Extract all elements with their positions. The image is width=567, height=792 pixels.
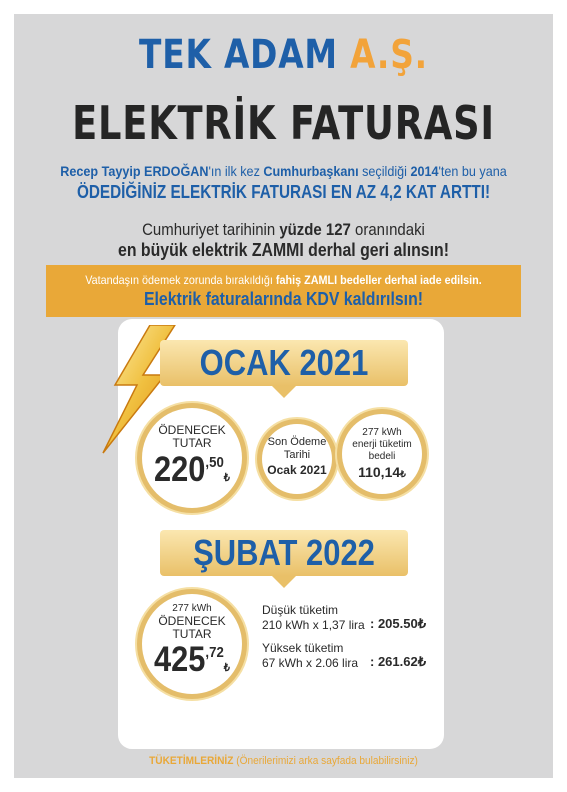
title-line-1 bbox=[51, 32, 516, 78]
title-tek-adam: TEK ADAM bbox=[139, 32, 338, 78]
ocak-amount-circle bbox=[142, 408, 242, 508]
band-t1: Vatandaşın ödemek zorunda bırakıldığı bbox=[85, 273, 273, 287]
subat-ribbon bbox=[160, 530, 408, 576]
ocak-cons-value bbox=[342, 464, 422, 480]
intro-c1: Cumhuriyet tarihinin bbox=[142, 220, 276, 239]
subat-pay-label-2: TUTAR bbox=[172, 627, 212, 641]
ocak-due-l1: Son Ödeme bbox=[267, 436, 327, 448]
subat-heading: ŞUBAT 2022 bbox=[193, 532, 375, 573]
ocak-cons-l3: bedeli bbox=[368, 451, 396, 462]
intro-office: Cumhurbaşkanı bbox=[263, 163, 359, 179]
band-line-1 bbox=[70, 273, 498, 287]
subat-kwh: 277 kWh bbox=[172, 603, 212, 614]
ocak-amount bbox=[148, 450, 236, 490]
high-value bbox=[370, 655, 426, 669]
low-calc: 210 kWh x 1,37 lira bbox=[262, 618, 365, 632]
footer-bold: TÜKETİMLERİNİZ bbox=[149, 755, 234, 767]
intro-c2: oranındaki bbox=[355, 220, 425, 239]
subat-pay-label-1: ÖDENECEK bbox=[158, 614, 226, 628]
footer-note bbox=[23, 755, 545, 767]
subat-amount-int: 425 bbox=[154, 640, 206, 679]
low-value bbox=[370, 617, 426, 631]
subat-amount-circle bbox=[142, 594, 242, 694]
high-title: Yüksek tüketim bbox=[262, 641, 344, 655]
subat-currency: ₺ bbox=[223, 662, 230, 674]
ocak-amount-int: 220 bbox=[154, 450, 206, 489]
ocak-due-circle bbox=[262, 424, 332, 494]
ocak-due-value: Ocak 2021 bbox=[267, 463, 327, 477]
ocak-cons-l1: 277 kWh bbox=[362, 427, 402, 438]
footer-rest: (Önerilerimizi arka sayfada bulabilirsiniz) bbox=[236, 755, 418, 767]
intro-year: 2014 bbox=[410, 163, 439, 179]
ocak-heading: OCAK 2021 bbox=[199, 342, 369, 383]
ocak-cons-currency: ₺ bbox=[400, 469, 406, 479]
subat-amount bbox=[148, 640, 236, 680]
intro-c-bold: yüzde 127 bbox=[279, 220, 351, 239]
intro-t1: 'ın ilk kez bbox=[208, 163, 260, 179]
title-as: A.Ş. bbox=[350, 32, 428, 78]
intro-t2: seçildiği bbox=[362, 163, 407, 179]
intro-cumhuriyet bbox=[34, 220, 533, 240]
ocak-amount-dec: ,50 bbox=[205, 454, 224, 471]
low-value-text: : 205.50₺ bbox=[370, 616, 426, 631]
band-line-2: Elektrik faturalarında KDV kaldırılsın! bbox=[143, 289, 424, 309]
subat-amount-dec: ,72 bbox=[205, 644, 224, 661]
intro-sentence bbox=[28, 163, 538, 179]
intro-t3: 'ten bu yana bbox=[438, 163, 507, 179]
intro-name: Recep Tayyip ERDOĞAN bbox=[60, 163, 209, 179]
title-line-2: ELEKTRİK FATURASI bbox=[72, 96, 495, 150]
ocak-due-l2: Tarihi bbox=[283, 449, 311, 461]
high-calc: 67 kWh x 2.06 lira bbox=[262, 656, 359, 670]
ocak-consumption-circle bbox=[342, 414, 422, 494]
ocak-currency: ₺ bbox=[223, 472, 230, 484]
ocak-ribbon bbox=[160, 340, 408, 386]
ocak-cons-l2: enerji tüketim bbox=[352, 439, 412, 450]
band-t-bold: fahiş ZAMLI bedeller derhal iade edilsin. bbox=[275, 273, 482, 287]
ribbon-notch bbox=[272, 386, 296, 398]
high-value-text: : 261.62₺ bbox=[370, 654, 426, 669]
intro-demand: en büyük elektrik ZAMMI derhal geri alınsın! bbox=[118, 240, 449, 260]
ribbon-notch bbox=[272, 576, 296, 588]
ocak-pay-label-1: ÖDENECEK bbox=[158, 423, 226, 437]
ocak-pay-label-2: TUTAR bbox=[172, 436, 212, 450]
low-title: Düşük tüketim bbox=[262, 603, 339, 617]
intro-headline: ÖDEDİĞİNİZ ELEKTRİK FATURASI EN AZ 4,2 KAT ARTTI! bbox=[76, 182, 491, 202]
demand-band bbox=[46, 265, 521, 317]
ocak-cons-amount: 110,14 bbox=[358, 464, 401, 480]
